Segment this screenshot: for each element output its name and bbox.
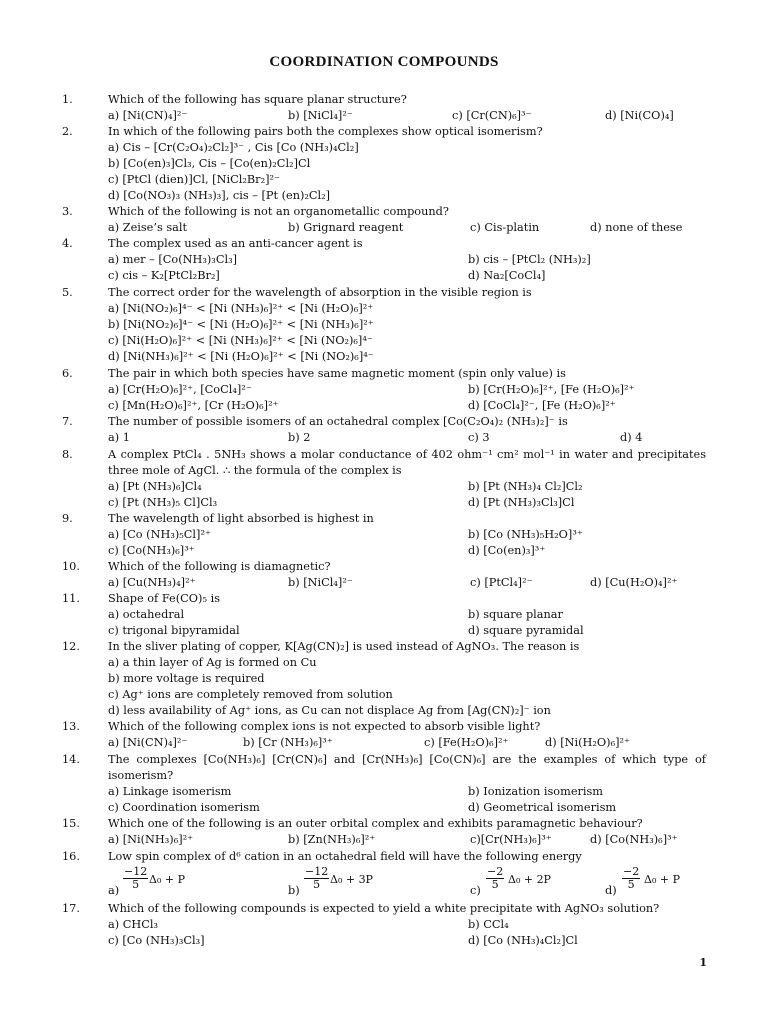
option-a: a) 1 [108,431,130,444]
question-number: 3. [62,205,73,218]
question-number: 14. [62,753,80,766]
question-text: Shape of Fe(CO)₅ is [108,592,220,605]
question-text: The wavelength of light absorbed is highest in [108,512,374,525]
fraction-numerator: −12 [124,865,148,878]
question-text: Low spin complex of d⁶ cation in an octahedral field will have the following energy [108,850,582,863]
option-a: a) [Cr(H₂O)₆]²⁺, [CoCl₄]²⁻ [108,383,252,396]
option-c: c) Coordination isomerism [108,801,260,814]
option-b: b) [Cr (NH₃)₆]³⁺ [243,736,333,749]
option-c: c) 3 [468,431,490,444]
question-text: The complex used as an anti-cancer agent is [108,237,363,250]
option-b: b) more voltage is required [108,672,265,685]
page-title: COORDINATION COMPOUNDS [269,54,499,70]
option-b: b) [NiCl₄]²⁻ [288,576,353,589]
option-d-label: d) [605,884,617,897]
fraction-remainder: Δ₀ + P [149,873,185,886]
option-d: d) [CoCl₄]²⁻, [Fe (H₂O)₆]²⁺ [468,399,616,412]
option-d: d) Geometrical isomerism [468,801,617,814]
option-d: d) [Co(NH₃)₆]³⁺ [590,833,678,846]
question-text: Which of the following has square planar structure? [108,93,407,106]
option-c: c) [PtCl₄]²⁻ [470,576,533,589]
fraction-remainder: Δ₀ + 2P [508,873,551,886]
fraction-numerator: −2 [487,865,504,878]
page-number: 1 [699,956,707,969]
option-a: a) mer – [Co(NH₃)₃Cl₃] [108,253,238,266]
option-d: d) [Co (NH₃)₄Cl₂]Cl [468,934,578,947]
option-b: b) [Co (NH₃)₅H₂O]³⁺ [468,528,583,541]
question-number: 8. [62,448,73,461]
option-c: c) [Mn(H₂O)₆]²⁺, [Cr (H₂O)₆]²⁺ [108,399,279,412]
option-c: c) [Fe(H₂O)₆]²⁺ [424,736,509,749]
question-text: The pair in which both species have same magnetic moment (spin only value) is [108,367,566,380]
option-b: b) Grignard reagent [288,221,404,234]
option-d: d) [Ni(CO)₄] [605,109,674,122]
option-d: d) [Ni(NH₃)₆]²⁺ < [Ni (H₂O)₆]²⁺ < [Ni (NO₂)₆]⁴⁻ [108,350,374,363]
option-d: d) [Co(en)₃]³⁺ [468,544,546,557]
option-a: a) [Ni(CN)₄]²⁻ [108,109,188,122]
option-c: c) [Ni(H₂O)₆]²⁺ < [Ni (NH₃)₆]²⁺ < [Ni (NO₂)₆]⁴⁻ [108,334,373,347]
question-text: The number of possible isomers of an octahedral complex [Co(C₂O₄)₂ (NH₃)₂]⁻ is [108,415,568,428]
fraction-numerator: −12 [305,865,329,878]
question-text: The complexes [Co(NH₃)₆] [Cr(CN)₆] and [Cr(NH₃)₆] [Co(CN)₆] are the examples of which type of isomerism? [108,753,706,782]
question-text: Which of the following compounds is expected to yield a white precipitate with AgNO₃ solution? [108,902,660,915]
question-number: 15. [62,817,80,830]
option-b-fraction [304,865,373,891]
question-number: 9. [62,512,73,525]
option-b: b) cis – [PtCl₂ (NH₃)₂] [468,253,591,266]
option-d: d) none of these [590,221,683,234]
question-text: Which of the following is diamagnetic? [108,560,331,573]
option-c: c) cis – K₂[PtCl₂Br₂] [108,269,220,282]
option-b: b) [Zn(NH₃)₆]²⁺ [288,833,376,846]
option-c: c) [Pt (NH₃)₅ Cl]Cl₃ [108,496,218,509]
question-number: 6. [62,367,73,380]
option-d: d) less availability of Ag⁺ ions, as Cu can not displace Ag from [Ag(CN)₂]⁻ ion [108,704,551,717]
option-a: a) [Cu(NH₃)₄]²⁺ [108,576,196,589]
option-d: d) 4 [620,431,643,444]
option-c: c) [PtCl (dien)]Cl, [NiCl₂Br₂]²⁻ [108,173,281,186]
question-text: In which of the following pairs both the complexes show optical isomerism? [108,125,543,138]
option-a: a) [Ni(NO₂)₆]⁴⁻ < [Ni (NH₃)₆]²⁺ < [Ni (H₂O)₆]²⁺ [108,302,374,315]
question-text: Which one of the following is an outer orbital complex and exhibits paramagnetic behaviour? [108,817,643,830]
option-b: b) [Cr(H₂O)₆]²⁺, [Fe (H₂O)₆]²⁺ [468,383,635,396]
fraction-remainder: Δ₀ + P [644,873,680,886]
question-text: Which of the following complex ions is not expected to absorb visible light? [108,720,541,733]
option-c: c) [Co(NH₃)₆]³⁺ [108,544,195,557]
question-text: In the sliver plating of copper, K[Ag(CN)₂] is used instead of AgNO₃. The reason is [108,640,580,653]
option-c-label: c) [470,884,481,897]
question-number: 10. [62,560,80,573]
option-a-label: a) [108,884,120,897]
option-a: a) octahedral [108,608,185,621]
question-number: 11. [62,592,80,605]
option-a: a) Cis – [Cr(C₂O₄)₂Cl₂]³⁻ , Cis [Co (NH₃)₄Cl₂] [108,141,359,154]
question-number: 5. [62,286,73,299]
fraction-numerator: −2 [623,865,640,878]
fraction-denominator: 5 [491,878,499,891]
option-a: a) Linkage isomerism [108,785,232,798]
fraction-denominator: 5 [627,878,635,891]
option-b: b) [Pt (NH₃)₄ Cl₂]Cl₂ [468,480,583,493]
option-a: a) Zeise’s salt [108,221,188,234]
question-number: 17. [62,902,80,915]
fraction-remainder: Δ₀ + 3P [330,873,373,886]
option-b: b) [Co(en)₃]Cl₃, Cis – [Co(en)₂Cl₂]Cl [108,157,311,170]
option-c: c) [Co (NH₃)₃Cl₃] [108,934,205,947]
option-a: a) [Co (NH₃)₅Cl]²⁺ [108,528,211,541]
option-d: d) [Ni(H₂O)₆]²⁺ [545,736,631,749]
option-d: d) square pyramidal [468,624,584,637]
option-d-fraction [622,865,680,891]
option-b-label: b) [288,884,300,897]
option-a: a) a thin layer of Ag is formed on Cu [108,656,317,669]
question-number: 4. [62,237,73,250]
question-number: 2. [62,125,73,138]
option-b: b) 2 [288,431,311,444]
option-d: d) [Cu(H₂O)₄]²⁺ [590,576,678,589]
option-d: d) [Pt (NH₃)₃Cl₃]Cl [468,496,575,509]
question-text: The correct order for the wavelength of absorption in the visible region is [108,286,532,299]
option-d: d) Na₂[CoCl₄] [468,269,546,282]
option-d: d) [Co(NO₃)₃ (NH₃)₃], cis – [Pt (en)₂Cl₂] [108,189,331,202]
question-text: A complex PtCl₄ . 5NH₃ shows a molar conductance of 402 ohm⁻¹ cm² mol⁻¹ in water and precipitates three mole of AgCl. ∴ the formula of the complex is [108,448,706,477]
option-c: c) Ag⁺ ions are completely removed from solution [108,688,393,701]
option-a: a) [Ni(NH₃)₆]²⁺ [108,833,194,846]
question-number: 7. [62,415,73,428]
option-c-fraction [486,865,551,891]
option-c: c) Cis-platin [470,221,540,234]
option-a: a) [Pt (NH₃)₆]Cl₄ [108,480,202,493]
option-c: c) trigonal bipyramidal [108,624,240,637]
option-b: b) [NiCl₄]²⁻ [288,109,353,122]
option-b: b) Ionization isomerism [468,785,604,798]
option-c: c)[Cr(NH₃)₆]³⁺ [470,833,552,846]
option-a: a) CHCl₃ [108,918,159,931]
option-a: a) [Ni(CN)₄]²⁻ [108,736,188,749]
option-a-fraction [123,865,185,891]
option-c: c) [Cr(CN)₆]³⁻ [452,109,532,122]
option-b: b) [Ni(NO₂)₆]⁴⁻ < [Ni (H₂O)₆]²⁺ < [Ni (NH₃)₆]²⁺ [108,318,374,331]
fraction-denominator: 5 [313,878,321,891]
option-b: b) CCl₄ [468,918,509,931]
question-text: Which of the following is not an organometallic compound? [108,205,449,218]
option-b: b) square planar [468,608,563,621]
question-number: 1. [62,93,73,106]
question-number: 16. [62,850,80,863]
question-number: 13. [62,720,80,733]
fraction-denominator: 5 [132,878,140,891]
question-number: 12. [62,640,80,653]
